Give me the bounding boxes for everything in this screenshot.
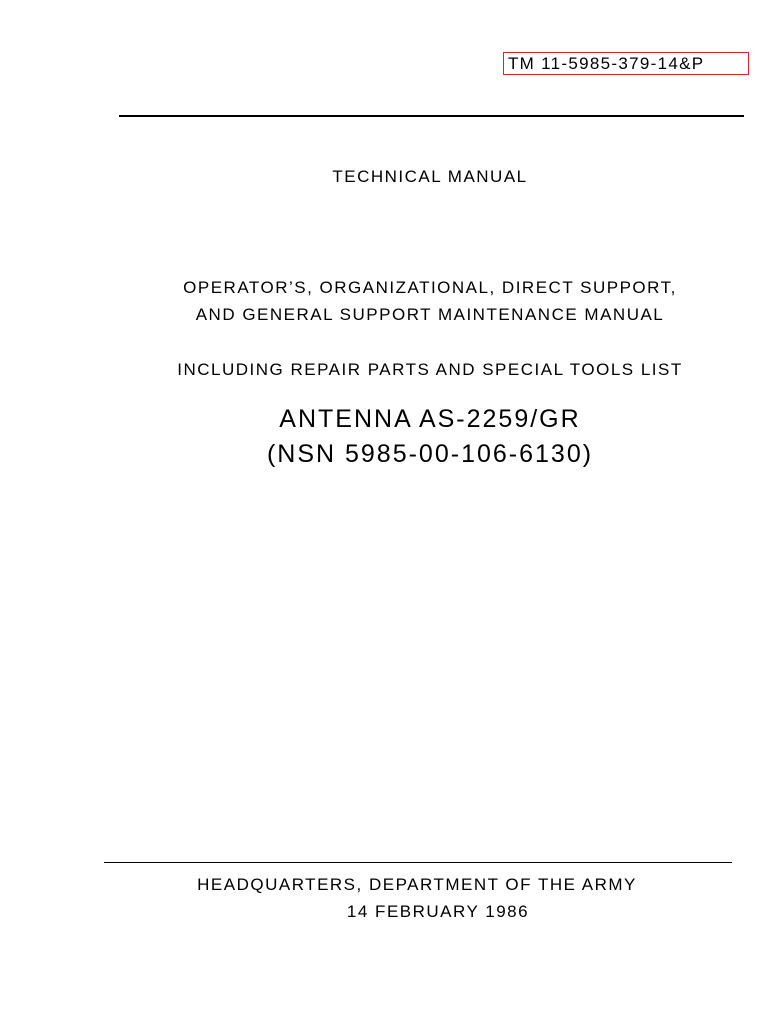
issuer-text: HEADQUARTERS, DEPARTMENT OF THE ARMY bbox=[197, 875, 637, 894]
equipment-name: ANTENNA AS-2259/GR bbox=[279, 405, 581, 433]
issue-date: 14 FEBRUARY 1986 bbox=[346, 902, 530, 921]
subtitle-line-3: INCLUDING REPAIR PARTS AND SPECIAL TOOLS LIST bbox=[177, 360, 683, 379]
tm-number-text: TM 11-5985-379-14&P bbox=[508, 54, 705, 73]
bottom-divider bbox=[104, 862, 732, 863]
subtitle-line-1: OPERATOR’S, ORGANIZATIONAL, DIRECT SUPPORT, bbox=[183, 278, 677, 297]
subtitle-line-2: AND GENERAL SUPPORT MAINTENANCE MANUAL bbox=[195, 305, 665, 324]
tm-number-box bbox=[503, 52, 749, 75]
top-divider bbox=[119, 115, 744, 117]
manual-type-heading: TECHNICAL MANUAL bbox=[332, 167, 528, 186]
equipment-nsn: (NSN 5985-00-106-6130) bbox=[266, 440, 594, 468]
